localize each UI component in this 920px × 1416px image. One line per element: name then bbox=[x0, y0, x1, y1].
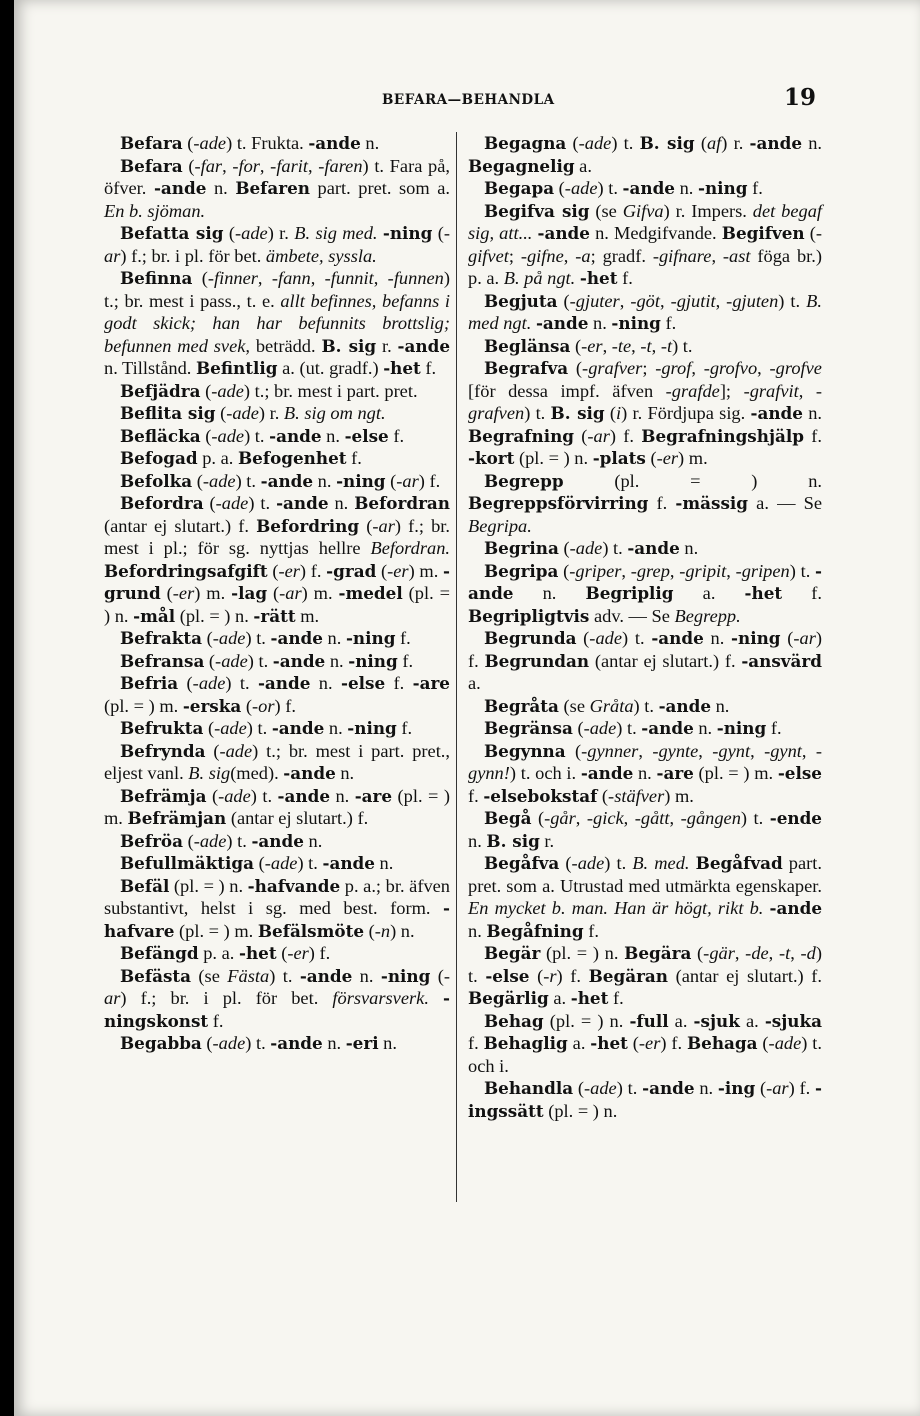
dictionary-entry: Begrina (-ade) t. -ande n. bbox=[484, 538, 699, 558]
column-divider bbox=[456, 132, 457, 1202]
dictionary-entry: Begråta (se Gråta) t. -ande n. bbox=[484, 695, 730, 716]
dictionary-entry: Befläcka (-ade) t. -ande n. -else f. bbox=[120, 425, 405, 446]
dictionary-entry: Begrunda (-ade) t. -ande n. -ning (-ar) f. Begrundan (antar ej slutart.) f. -ansvärd a. bbox=[468, 628, 822, 693]
right-column bbox=[468, 132, 822, 1122]
dictionary-entry: Befrynda (-ade) t.; br. mest i part. pret., eljest vanl. B. sig(med). -ande n. bbox=[104, 740, 451, 783]
left-column bbox=[104, 132, 450, 1055]
dictionary-entry: Befrakta (-ade) t. -ande n. -ning f. bbox=[120, 628, 411, 648]
dictionary-entry: Begynna (-gynner, -gynte, -gynt, -gynt, -gynn!) t. och i. -ande n. -are (pl. = ) m. -else f. -elsebokstaf (-stäfver) m. bbox=[468, 740, 823, 806]
page-number: 19 bbox=[784, 84, 817, 111]
dictionary-entry: Begabba (-ade) t. -ande n. -eri n. bbox=[120, 1033, 397, 1053]
dictionary-entry: Beglänsa (-er, -te, -t, -t) t. bbox=[484, 335, 693, 356]
dictionary-entry: Befinna (-finner, -fann, -funnit, -funnen) t.; br. mest i pass., t. e. allt befinnes, befanns i godt skick; han har befunnits brottslig; befunnen med svek, beträdd. B. sig r. -ande n. Tillstånd. Befintlig a. (ut. gradf.) -het f. bbox=[104, 268, 450, 378]
dictionary-entry: Befogad p. a. Befogenhet f. bbox=[120, 448, 362, 468]
dictionary-entry: Begå (-går, -gick, -gått, -gången) t. -ende n. B. sig r. bbox=[468, 808, 822, 851]
dictionary-page bbox=[14, 0, 920, 1416]
dictionary-entry: Begränsa (-ade) t. -ande n. -ning f. bbox=[484, 718, 782, 738]
dictionary-entry: Behag (pl. = ) n. -full a. -sjuk a. -sjuka f. Behaglig a. -het (-er) f. Behaga (-ade) t. och i. bbox=[468, 1010, 822, 1076]
running-header: BEFARA—BEHANDLA bbox=[382, 92, 555, 108]
dictionary-entry: Begåfva (-ade) t. B. med. Begåfvad part. pret. som a. Utrustad med utmärkta egenskaper. En mycket b. man. Han är högt, rikt b. -ande n. Begåfning f. bbox=[468, 853, 822, 941]
dictionary-entry: Befransa (-ade) t. -ande n. -ning f. bbox=[120, 650, 414, 671]
dictionary-entry: Befästa (se Fästa) t. -ande n. -ning (-ar) f.; br. i pl. för bet. försvarsverk. -ningskonst f. bbox=[104, 965, 450, 1031]
dictionary-entry: Begjuta (-gjuter, -göt, -gjutit, -gjuten) t. B. med ngt. -ande n. -ning f. bbox=[468, 290, 822, 333]
dictionary-entry: Befria (-ade) t. -ande n. -else f. -are (pl. = ) m. -erska (-or) f. bbox=[104, 673, 450, 716]
dictionary-entry: Befatta sig (-ade) r. B. sig med. -ning (-ar) f.; br. i pl. för bet. ämbete, syssla. bbox=[104, 223, 450, 266]
dictionary-entry: Beflita sig (-ade) r. B. sig om ngt. bbox=[120, 403, 386, 423]
dictionary-entry: Begär (pl. = ) n. Begära (-gär, -de, -t, -d) t. -else (-r) f. Begäran (antar ej slutart.) f. Begärlig a. -het f. bbox=[468, 943, 823, 1008]
dictionary-entry: Befängd p. a. -het (-er) f. bbox=[120, 943, 331, 963]
dictionary-entry: Begagna (-ade) t. B. sig (af) r. -ande n. Begagnelig a. bbox=[468, 133, 823, 176]
dictionary-entry: Befullmäktiga (-ade) t. -ande n. bbox=[120, 853, 394, 873]
dictionary-entry: Begripa (-griper, -grep, -gripit, -gripen) t. -ande n. Begriplig a. -het f. Begripligtvis adv. — Se Begrepp. bbox=[468, 560, 823, 626]
dictionary-entry: Begrafva (-grafver; -grof, -grofvo, -grofve [för dessa impf. äfven -grafde]; -grafvit, -grafven) t. B. sig (i) r. Fördjupa sig. -ande n. Begrafning (-ar) f. Begrafningshjälp f. -kort (pl. = ) n. -plats (-er) m. bbox=[468, 358, 823, 468]
dictionary-entry: Befröa (-ade) t. -ande n. bbox=[120, 830, 323, 851]
dictionary-entry: Befjädra (-ade) t.; br. mest i part. pret. bbox=[120, 380, 418, 401]
dictionary-entry: Befara (-far, -for, -farit, -faren) t. Fara på, öfver. -ande n. Befaren part. pret. som a. En b. sjöman. bbox=[104, 155, 451, 221]
dictionary-entry: Befrämja (-ade) t. -ande n. -are (pl. = ) m. Befrämjan (antar ej slutart.) f. bbox=[104, 785, 450, 828]
dictionary-entry: Befolka (-ade) t. -ande n. -ning (-ar) f. bbox=[120, 470, 441, 491]
dictionary-entry: Befara (-ade) t. Frukta. -ande n. bbox=[120, 133, 380, 153]
dictionary-entry: Befäl (pl. = ) n. -hafvande p. a.; br. äfven substantivt, helst i sg. med best. form. -hafvare (pl. = ) m. Befälsmöte (-n) n. bbox=[104, 875, 450, 941]
dictionary-entry: Befordra (-ade) t. -ande n. Befordran (antar ej slutart.) f. Befordring (-ar) f.; br. mest i pl.; för sg. nyttjas hellre Befordran. Befordringsafgift (-er) f. -grad (-er) m. -grund (-er) m. -lag (-ar) m. -medel (pl. = ) n. -mål (pl. = ) n. -rätt m. bbox=[104, 493, 450, 626]
dictionary-entry: Begapa (-ade) t. -ande n. -ning f. bbox=[484, 178, 763, 198]
dictionary-entry: Befrukta (-ade) t. -ande n. -ning f. bbox=[120, 718, 413, 738]
dictionary-entry: Begifva sig (se Gifva) r. Impers. det begaf sig, att... -ande n. Medgifvande. Begifven (-gifvet; -gifne, -a; gradf. -gifnare, -ast föga br.) p. a. B. på ngt. -het f. bbox=[468, 200, 822, 288]
dictionary-entry: Begrepp (pl. = ) n. Begreppsförvirring f. -mässig a. — Se Begripa. bbox=[468, 470, 822, 536]
dictionary-entry: Behandla (-ade) t. -ande n. -ing (-ar) f. -ingssätt (pl. = ) n. bbox=[468, 1078, 822, 1121]
